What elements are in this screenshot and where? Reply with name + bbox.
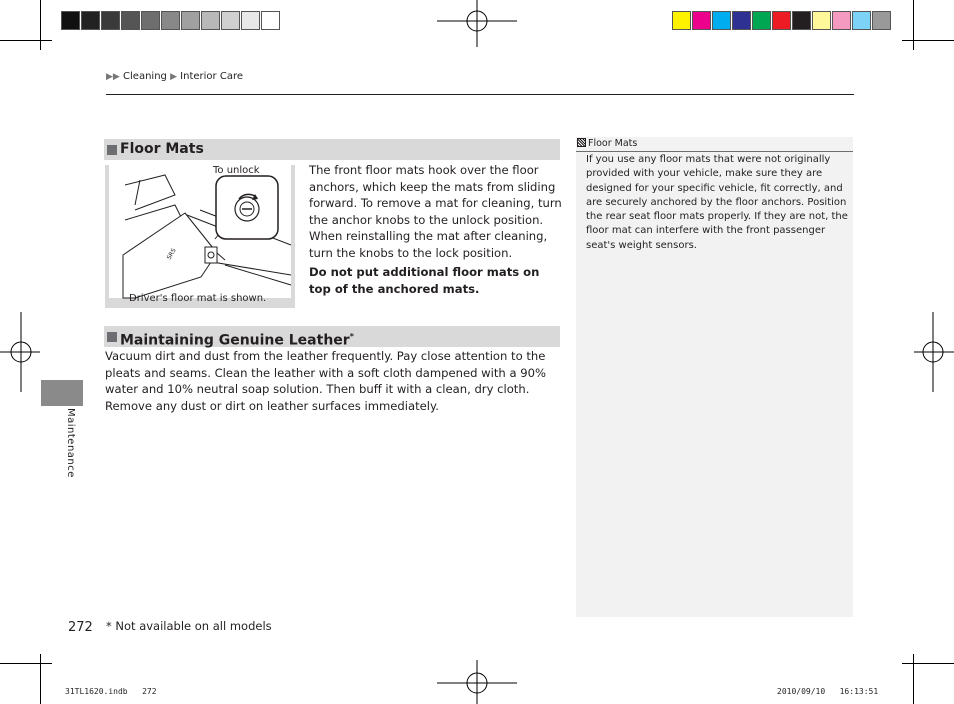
color-swatch bbox=[261, 11, 280, 30]
note-icon bbox=[577, 138, 586, 147]
page-number: 272 bbox=[68, 620, 93, 635]
leather-paragraph: Vacuum dirt and dust from the leather frequently. Pay close attention to the pleats and seams. Clean the leather with a soft cloth dampened with a 90% water and 10% neutral soap solution. Then buff it with a clean, dry cloth. Remove any dust or dirt on leather surfaces immediately. bbox=[105, 349, 547, 413]
color-swatch bbox=[692, 11, 711, 30]
breadcrumb-arrow-icon: ▶▶ bbox=[106, 72, 120, 82]
footnote: * Not available on all models bbox=[106, 619, 272, 633]
floor-mats-paragraph: The front floor mats hook over the floor anchors, which keep the mats from sliding forward. To remove a mat for cleaning, turn the anchor knobs to the unlock position. When reinstalling the mat after cleaning, turn the knobs to the lock position. bbox=[309, 163, 562, 260]
print-file-info: 31TL1620.indb 272 bbox=[65, 687, 157, 696]
color-swatch bbox=[201, 11, 220, 30]
color-swatch bbox=[772, 11, 791, 30]
leather-heading-asterisk: * bbox=[349, 332, 354, 341]
floor-mats-warning: Do not put additional floor mats on top of the anchored mats. bbox=[309, 265, 540, 296]
color-swatch bbox=[832, 11, 851, 30]
floor-mats-heading bbox=[104, 139, 560, 160]
color-swatch bbox=[872, 11, 891, 30]
svg-text:SRS: SRS bbox=[165, 247, 178, 261]
color-swatch bbox=[672, 11, 691, 30]
chapter-tab-label: Maintenance bbox=[65, 408, 76, 478]
floor-mats-heading-text: Floor Mats bbox=[120, 141, 204, 157]
chapter-tab[interactable] bbox=[41, 380, 83, 406]
heading-square-icon bbox=[107, 332, 117, 342]
breadcrumb-item-cleaning[interactable]: Cleaning bbox=[123, 71, 167, 82]
color-swatch bbox=[792, 11, 811, 30]
heading-square-icon bbox=[107, 145, 117, 155]
floor-mat-figure bbox=[105, 165, 295, 308]
color-swatch bbox=[61, 11, 80, 30]
color-swatch bbox=[221, 11, 240, 30]
color-swatch bbox=[101, 11, 120, 30]
figure-label-unlock: To unlock bbox=[213, 165, 260, 176]
sidebar-text: If you use any floor mats that were not originally provided with your vehicle, make sure they are designed for your specific vehicle, fit correctly, and are securely anchored by the floor anchors. Position the rear seat floor mats properly. If they are not, the floor mat can interfere with the front passenger seat's weight sensors. bbox=[586, 154, 848, 251]
header-rule bbox=[106, 94, 854, 95]
color-swatch bbox=[121, 11, 140, 30]
breadcrumb-separator-icon: ▶ bbox=[170, 72, 177, 82]
color-swatch bbox=[241, 11, 260, 30]
print-datetime: 2010/09/10 16:13:51 bbox=[777, 687, 879, 696]
leather-heading-text: Maintaining Genuine Leather bbox=[120, 332, 350, 349]
color-swatch bbox=[712, 11, 731, 30]
color-swatch bbox=[81, 11, 100, 30]
sidebar-title-text: Floor Mats bbox=[588, 138, 638, 149]
breadcrumb-item-interior-care[interactable]: Interior Care bbox=[180, 71, 243, 82]
color-swatch bbox=[161, 11, 180, 30]
breadcrumb bbox=[106, 71, 243, 82]
floor-anchor-illustration bbox=[105, 165, 295, 308]
sidebar-title bbox=[576, 137, 853, 152]
color-swatch bbox=[141, 11, 160, 30]
figure-caption: Driver's floor mat is shown. bbox=[129, 293, 267, 304]
color-swatch bbox=[752, 11, 771, 30]
color-swatch bbox=[181, 11, 200, 30]
color-swatch bbox=[812, 11, 831, 30]
leather-heading bbox=[104, 326, 560, 347]
color-swatch bbox=[732, 11, 751, 30]
color-swatch bbox=[852, 11, 871, 30]
